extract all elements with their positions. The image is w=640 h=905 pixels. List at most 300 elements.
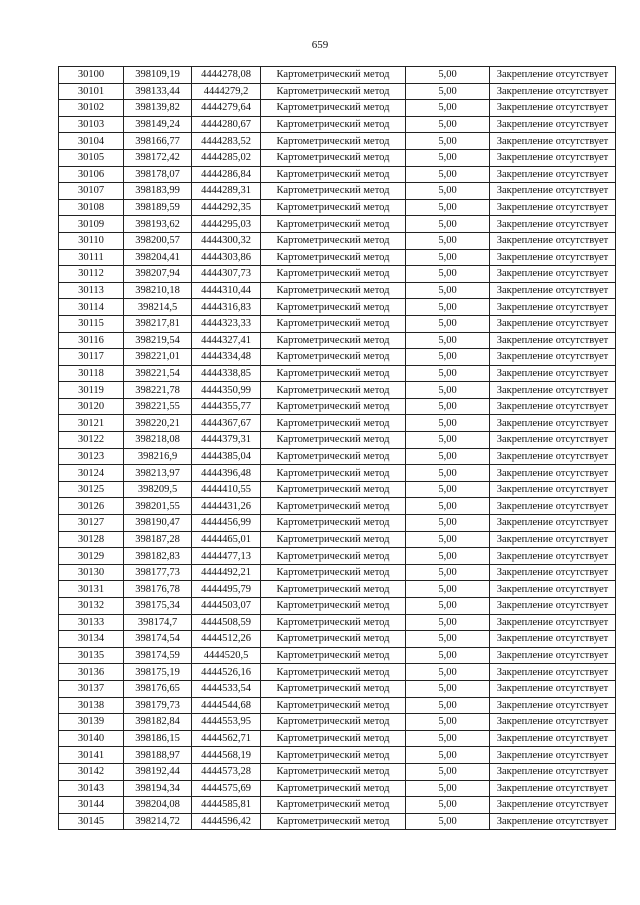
point-number-cell: 30106 (59, 166, 124, 183)
fixing-description-cell: Закрепление отсутствует (490, 581, 616, 598)
x-coordinate-cell: 398172,42 (124, 149, 192, 166)
method-cell: Картометрический метод (261, 680, 406, 697)
accuracy-cell: 5,00 (406, 598, 490, 615)
x-coordinate-cell: 398176,78 (124, 581, 192, 598)
table-row (59, 232, 616, 249)
table-row (59, 332, 616, 349)
point-number-cell: 30117 (59, 349, 124, 366)
accuracy-cell: 5,00 (406, 564, 490, 581)
y-coordinate-cell: 4444289,31 (192, 183, 261, 200)
accuracy-cell: 5,00 (406, 249, 490, 266)
table-row (59, 365, 616, 382)
accuracy-cell: 5,00 (406, 100, 490, 117)
x-coordinate-cell: 398176,65 (124, 680, 192, 697)
point-number-cell: 30116 (59, 332, 124, 349)
y-coordinate-cell: 4444385,04 (192, 448, 261, 465)
y-coordinate-cell: 4444355,77 (192, 398, 261, 415)
point-number-cell: 30108 (59, 199, 124, 216)
method-cell: Картометрический метод (261, 100, 406, 117)
method-cell: Картометрический метод (261, 382, 406, 399)
method-cell: Картометрический метод (261, 67, 406, 84)
y-coordinate-cell: 4444508,59 (192, 614, 261, 631)
fixing-description-cell: Закрепление отсутствует (490, 647, 616, 664)
fixing-description-cell: Закрепление отсутствует (490, 680, 616, 697)
table-row (59, 515, 616, 532)
x-coordinate-cell: 398182,83 (124, 548, 192, 565)
point-number-cell: 30105 (59, 149, 124, 166)
point-number-cell: 30107 (59, 183, 124, 200)
accuracy-cell: 5,00 (406, 631, 490, 648)
method-cell: Картометрический метод (261, 664, 406, 681)
table-row (59, 797, 616, 814)
point-number-cell: 30101 (59, 83, 124, 100)
y-coordinate-cell: 4444285,02 (192, 149, 261, 166)
accuracy-cell: 5,00 (406, 133, 490, 150)
fixing-description-cell: Закрепление отсутствует (490, 780, 616, 797)
fixing-description-cell: Закрепление отсутствует (490, 116, 616, 133)
accuracy-cell: 5,00 (406, 614, 490, 631)
x-coordinate-cell: 398175,34 (124, 598, 192, 615)
table-row (59, 747, 616, 764)
y-coordinate-cell: 4444503,07 (192, 598, 261, 615)
y-coordinate-cell: 4444379,31 (192, 432, 261, 449)
point-number-cell: 30112 (59, 266, 124, 283)
method-cell: Картометрический метод (261, 481, 406, 498)
table-row (59, 415, 616, 432)
method-cell: Картометрический метод (261, 780, 406, 797)
accuracy-cell: 5,00 (406, 149, 490, 166)
x-coordinate-cell: 398219,54 (124, 332, 192, 349)
x-coordinate-cell: 398221,54 (124, 365, 192, 382)
y-coordinate-cell: 4444568,19 (192, 747, 261, 764)
y-coordinate-cell: 4444316,83 (192, 299, 261, 316)
fixing-description-cell: Закрепление отсутствует (490, 166, 616, 183)
x-coordinate-cell: 398149,24 (124, 116, 192, 133)
table-row (59, 299, 616, 316)
table-row (59, 116, 616, 133)
accuracy-cell: 5,00 (406, 780, 490, 797)
y-coordinate-cell: 4444350,99 (192, 382, 261, 399)
y-coordinate-cell: 4444279,2 (192, 83, 261, 100)
table-row (59, 647, 616, 664)
y-coordinate-cell: 4444526,16 (192, 664, 261, 681)
fixing-description-cell: Закрепление отсутствует (490, 382, 616, 399)
accuracy-cell: 5,00 (406, 448, 490, 465)
x-coordinate-cell: 398109,19 (124, 67, 192, 84)
table-row (59, 282, 616, 299)
x-coordinate-cell: 398192,44 (124, 763, 192, 780)
point-number-cell: 30131 (59, 581, 124, 598)
table-row (59, 398, 616, 415)
method-cell: Картометрический метод (261, 282, 406, 299)
method-cell: Картометрический метод (261, 332, 406, 349)
point-number-cell: 30124 (59, 465, 124, 482)
method-cell: Картометрический метод (261, 763, 406, 780)
fixing-description-cell: Закрепление отсутствует (490, 216, 616, 233)
fixing-description-cell: Закрепление отсутствует (490, 465, 616, 482)
x-coordinate-cell: 398166,77 (124, 133, 192, 150)
method-cell: Картометрический метод (261, 448, 406, 465)
y-coordinate-cell: 4444310,44 (192, 282, 261, 299)
table-row (59, 67, 616, 84)
x-coordinate-cell: 398207,94 (124, 266, 192, 283)
table-row (59, 680, 616, 697)
point-number-cell: 30128 (59, 531, 124, 548)
accuracy-cell: 5,00 (406, 697, 490, 714)
y-coordinate-cell: 4444575,69 (192, 780, 261, 797)
method-cell: Картометрический метод (261, 747, 406, 764)
table-row (59, 714, 616, 731)
x-coordinate-cell: 398190,47 (124, 515, 192, 532)
accuracy-cell: 5,00 (406, 548, 490, 565)
point-number-cell: 30113 (59, 282, 124, 299)
point-number-cell: 30104 (59, 133, 124, 150)
x-coordinate-cell: 398188,97 (124, 747, 192, 764)
accuracy-cell: 5,00 (406, 797, 490, 814)
y-coordinate-cell: 4444596,42 (192, 813, 261, 830)
method-cell: Картометрический метод (261, 415, 406, 432)
point-number-cell: 30120 (59, 398, 124, 415)
accuracy-cell: 5,00 (406, 266, 490, 283)
fixing-description-cell: Закрепление отсутствует (490, 249, 616, 266)
x-coordinate-cell: 398177,73 (124, 564, 192, 581)
fixing-description-cell: Закрепление отсутствует (490, 448, 616, 465)
table-row (59, 548, 616, 565)
x-coordinate-cell: 398133,44 (124, 83, 192, 100)
y-coordinate-cell: 4444295,03 (192, 216, 261, 233)
fixing-description-cell: Закрепление отсутствует (490, 415, 616, 432)
x-coordinate-cell: 398214,72 (124, 813, 192, 830)
method-cell: Картометрический метод (261, 249, 406, 266)
fixing-description-cell: Закрепление отсутствует (490, 299, 616, 316)
method-cell: Картометрический метод (261, 531, 406, 548)
point-number-cell: 30126 (59, 498, 124, 515)
x-coordinate-cell: 398178,07 (124, 166, 192, 183)
method-cell: Картометрический метод (261, 598, 406, 615)
y-coordinate-cell: 4444492,21 (192, 564, 261, 581)
table-row (59, 813, 616, 830)
accuracy-cell: 5,00 (406, 349, 490, 366)
y-coordinate-cell: 4444327,41 (192, 332, 261, 349)
point-number-cell: 30110 (59, 232, 124, 249)
accuracy-cell: 5,00 (406, 481, 490, 498)
point-number-cell: 30109 (59, 216, 124, 233)
x-coordinate-cell: 398194,34 (124, 780, 192, 797)
y-coordinate-cell: 4444465,01 (192, 531, 261, 548)
table-row (59, 315, 616, 332)
y-coordinate-cell: 4444573,28 (192, 763, 261, 780)
y-coordinate-cell: 4444279,64 (192, 100, 261, 117)
accuracy-cell: 5,00 (406, 83, 490, 100)
accuracy-cell: 5,00 (406, 398, 490, 415)
x-coordinate-cell: 398186,15 (124, 730, 192, 747)
x-coordinate-cell: 398214,5 (124, 299, 192, 316)
table-row (59, 349, 616, 366)
point-number-cell: 30103 (59, 116, 124, 133)
x-coordinate-cell: 398217,81 (124, 315, 192, 332)
method-cell: Картометрический метод (261, 498, 406, 515)
y-coordinate-cell: 4444283,52 (192, 133, 261, 150)
fixing-description-cell: Закрепление отсутствует (490, 813, 616, 830)
x-coordinate-cell: 398179,73 (124, 697, 192, 714)
method-cell: Картометрический метод (261, 365, 406, 382)
method-cell: Картометрический метод (261, 631, 406, 648)
method-cell: Картометрический метод (261, 465, 406, 482)
table-row (59, 183, 616, 200)
point-number-cell: 30140 (59, 730, 124, 747)
method-cell: Картометрический метод (261, 564, 406, 581)
x-coordinate-cell: 398174,7 (124, 614, 192, 631)
point-number-cell: 30127 (59, 515, 124, 532)
x-coordinate-cell: 398204,08 (124, 797, 192, 814)
fixing-description-cell: Закрепление отсутствует (490, 183, 616, 200)
fixing-description-cell: Закрепление отсутствует (490, 398, 616, 415)
method-cell: Картометрический метод (261, 183, 406, 200)
accuracy-cell: 5,00 (406, 432, 490, 449)
method-cell: Картометрический метод (261, 232, 406, 249)
point-number-cell: 30111 (59, 249, 124, 266)
fixing-description-cell: Закрепление отсутствует (490, 498, 616, 515)
x-coordinate-cell: 398182,84 (124, 714, 192, 731)
table-row (59, 581, 616, 598)
method-cell: Картометрический метод (261, 515, 406, 532)
fixing-description-cell: Закрепление отсутствует (490, 598, 616, 615)
accuracy-cell: 5,00 (406, 581, 490, 598)
point-number-cell: 30136 (59, 664, 124, 681)
y-coordinate-cell: 4444280,67 (192, 116, 261, 133)
fixing-description-cell: Закрепление отсутствует (490, 232, 616, 249)
page-number: 659 (311, 39, 329, 51)
point-number-cell: 30135 (59, 647, 124, 664)
fixing-description-cell: Закрепление отсутствует (490, 83, 616, 100)
method-cell: Картометрический метод (261, 149, 406, 166)
x-coordinate-cell: 398187,28 (124, 531, 192, 548)
method-cell: Картометрический метод (261, 614, 406, 631)
fixing-description-cell: Закрепление отсутствует (490, 432, 616, 449)
fixing-description-cell: Закрепление отсутствует (490, 481, 616, 498)
y-coordinate-cell: 4444323,33 (192, 315, 261, 332)
y-coordinate-cell: 4444292,35 (192, 199, 261, 216)
method-cell: Картометрический метод (261, 199, 406, 216)
table-row (59, 763, 616, 780)
point-number-cell: 30133 (59, 614, 124, 631)
y-coordinate-cell: 4444431,26 (192, 498, 261, 515)
y-coordinate-cell: 4444307,73 (192, 266, 261, 283)
x-coordinate-cell: 398218,08 (124, 432, 192, 449)
y-coordinate-cell: 4444334,48 (192, 349, 261, 366)
method-cell: Картометрический метод (261, 813, 406, 830)
method-cell: Картометрический метод (261, 299, 406, 316)
accuracy-cell: 5,00 (406, 714, 490, 731)
table-row (59, 614, 616, 631)
y-coordinate-cell: 4444520,5 (192, 647, 261, 664)
x-coordinate-cell: 398175,19 (124, 664, 192, 681)
table-row (59, 149, 616, 166)
table-row (59, 83, 616, 100)
fixing-description-cell: Закрепление отсутствует (490, 100, 616, 117)
y-coordinate-cell: 4444338,85 (192, 365, 261, 382)
point-number-cell: 30121 (59, 415, 124, 432)
accuracy-cell: 5,00 (406, 680, 490, 697)
point-number-cell: 30132 (59, 598, 124, 615)
point-number-cell: 30138 (59, 697, 124, 714)
fixing-description-cell: Закрепление отсутствует (490, 797, 616, 814)
method-cell: Картометрический метод (261, 697, 406, 714)
accuracy-cell: 5,00 (406, 199, 490, 216)
accuracy-cell: 5,00 (406, 730, 490, 747)
y-coordinate-cell: 4444410,55 (192, 481, 261, 498)
x-coordinate-cell: 398221,78 (124, 382, 192, 399)
table-row (59, 481, 616, 498)
table-row (59, 664, 616, 681)
accuracy-cell: 5,00 (406, 647, 490, 664)
point-number-cell: 30137 (59, 680, 124, 697)
accuracy-cell: 5,00 (406, 216, 490, 233)
accuracy-cell: 5,00 (406, 166, 490, 183)
fixing-description-cell: Закрепление отсутствует (490, 315, 616, 332)
accuracy-cell: 5,00 (406, 465, 490, 482)
method-cell: Картометрический метод (261, 548, 406, 565)
x-coordinate-cell: 398174,54 (124, 631, 192, 648)
fixing-description-cell: Закрепление отсутствует (490, 730, 616, 747)
x-coordinate-cell: 398210,18 (124, 282, 192, 299)
accuracy-cell: 5,00 (406, 515, 490, 532)
table-row (59, 465, 616, 482)
point-number-cell: 30139 (59, 714, 124, 731)
fixing-description-cell: Закрепление отсутствует (490, 266, 616, 283)
method-cell: Картометрический метод (261, 797, 406, 814)
accuracy-cell: 5,00 (406, 332, 490, 349)
point-number-cell: 30144 (59, 797, 124, 814)
x-coordinate-cell: 398193,62 (124, 216, 192, 233)
accuracy-cell: 5,00 (406, 747, 490, 764)
table-row (59, 448, 616, 465)
y-coordinate-cell: 4444367,67 (192, 415, 261, 432)
method-cell: Картометрический метод (261, 432, 406, 449)
method-cell: Картометрический метод (261, 730, 406, 747)
x-coordinate-cell: 398183,99 (124, 183, 192, 200)
fixing-description-cell: Закрепление отсутствует (490, 548, 616, 565)
fixing-description-cell: Закрепление отсутствует (490, 747, 616, 764)
method-cell: Картометрический метод (261, 266, 406, 283)
table-row (59, 166, 616, 183)
fixing-description-cell: Закрепление отсутствует (490, 133, 616, 150)
accuracy-cell: 5,00 (406, 664, 490, 681)
x-coordinate-cell: 398216,9 (124, 448, 192, 465)
accuracy-cell: 5,00 (406, 531, 490, 548)
fixing-description-cell: Закрепление отсутствует (490, 564, 616, 581)
accuracy-cell: 5,00 (406, 763, 490, 780)
point-number-cell: 30118 (59, 365, 124, 382)
y-coordinate-cell: 4444553,95 (192, 714, 261, 731)
table-row (59, 780, 616, 797)
fixing-description-cell: Закрепление отсутствует (490, 697, 616, 714)
x-coordinate-cell: 398204,41 (124, 249, 192, 266)
table-row (59, 598, 616, 615)
method-cell: Картометрический метод (261, 349, 406, 366)
fixing-description-cell: Закрепление отсутствует (490, 631, 616, 648)
point-number-cell: 30143 (59, 780, 124, 797)
table-row (59, 498, 616, 515)
point-number-cell: 30142 (59, 763, 124, 780)
point-number-cell: 30115 (59, 315, 124, 332)
y-coordinate-cell: 4444303,86 (192, 249, 261, 266)
method-cell: Картометрический метод (261, 315, 406, 332)
fixing-description-cell: Закрепление отсутствует (490, 664, 616, 681)
table-row (59, 432, 616, 449)
table-row (59, 199, 616, 216)
table-row (59, 531, 616, 548)
table-row (59, 631, 616, 648)
point-number-cell: 30119 (59, 382, 124, 399)
point-number-cell: 30114 (59, 299, 124, 316)
y-coordinate-cell: 4444456,99 (192, 515, 261, 532)
x-coordinate-cell: 398189,59 (124, 199, 192, 216)
fixing-description-cell: Закрепление отсутствует (490, 149, 616, 166)
point-number-cell: 30122 (59, 432, 124, 449)
point-number-cell: 30123 (59, 448, 124, 465)
point-number-cell: 30100 (59, 67, 124, 84)
x-coordinate-cell: 398174,59 (124, 647, 192, 664)
fixing-description-cell: Закрепление отсутствует (490, 349, 616, 366)
fixing-description-cell: Закрепление отсутствует (490, 199, 616, 216)
table-row (59, 133, 616, 150)
point-number-cell: 30145 (59, 813, 124, 830)
method-cell: Картометрический метод (261, 398, 406, 415)
accuracy-cell: 5,00 (406, 282, 490, 299)
point-number-cell: 30125 (59, 481, 124, 498)
point-number-cell: 30134 (59, 631, 124, 648)
x-coordinate-cell: 398201,55 (124, 498, 192, 515)
x-coordinate-cell: 398200,57 (124, 232, 192, 249)
coordinates-table (58, 66, 616, 830)
y-coordinate-cell: 4444300,32 (192, 232, 261, 249)
table-row (59, 266, 616, 283)
fixing-description-cell: Закрепление отсутствует (490, 714, 616, 731)
fixing-description-cell: Закрепление отсутствует (490, 515, 616, 532)
y-coordinate-cell: 4444495,79 (192, 581, 261, 598)
y-coordinate-cell: 4444562,71 (192, 730, 261, 747)
method-cell: Картометрический метод (261, 116, 406, 133)
method-cell: Картометрический метод (261, 647, 406, 664)
y-coordinate-cell: 4444585,81 (192, 797, 261, 814)
accuracy-cell: 5,00 (406, 299, 490, 316)
table-row (59, 697, 616, 714)
table-row (59, 216, 616, 233)
point-number-cell: 30141 (59, 747, 124, 764)
y-coordinate-cell: 4444544,68 (192, 697, 261, 714)
table-row (59, 382, 616, 399)
fixing-description-cell: Закрепление отсутствует (490, 332, 616, 349)
method-cell: Картометрический метод (261, 581, 406, 598)
y-coordinate-cell: 4444533,54 (192, 680, 261, 697)
y-coordinate-cell: 4444278,08 (192, 67, 261, 84)
accuracy-cell: 5,00 (406, 67, 490, 84)
fixing-description-cell: Закрепление отсутствует (490, 365, 616, 382)
table-row (59, 100, 616, 117)
point-number-cell: 30130 (59, 564, 124, 581)
accuracy-cell: 5,00 (406, 813, 490, 830)
accuracy-cell: 5,00 (406, 116, 490, 133)
x-coordinate-cell: 398221,55 (124, 398, 192, 415)
y-coordinate-cell: 4444286,84 (192, 166, 261, 183)
accuracy-cell: 5,00 (406, 183, 490, 200)
accuracy-cell: 5,00 (406, 415, 490, 432)
fixing-description-cell: Закрепление отсутствует (490, 614, 616, 631)
method-cell: Картометрический метод (261, 133, 406, 150)
accuracy-cell: 5,00 (406, 315, 490, 332)
point-number-cell: 30129 (59, 548, 124, 565)
